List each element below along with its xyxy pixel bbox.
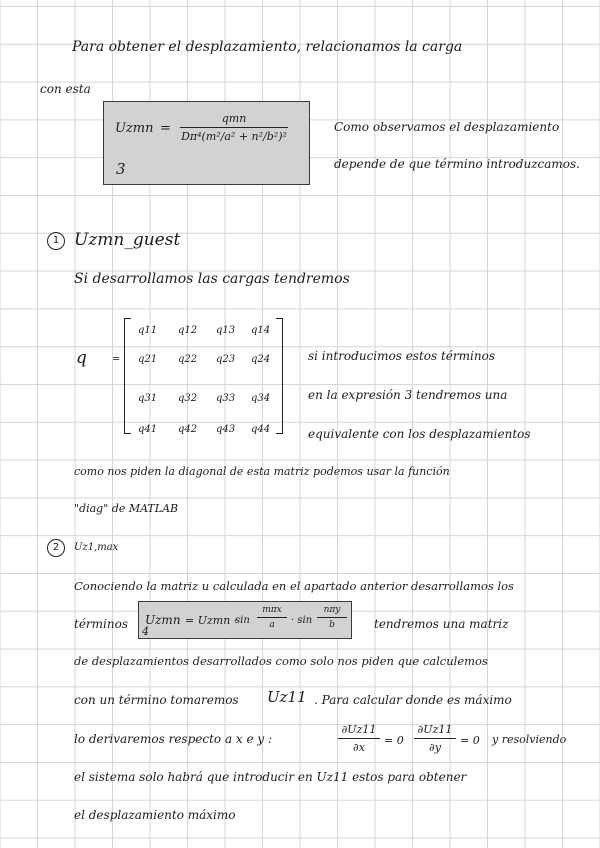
- matrix-cell: q12: [178, 325, 198, 336]
- para2-line-5-end: y resolviendo: [492, 733, 567, 746]
- matrix-cell: q44: [251, 424, 271, 435]
- para2-line-6: el sistema solo habrá que introducir en Uz11 estos para obtener: [74, 770, 467, 784]
- matrix-cell: q21: [138, 354, 158, 365]
- matrix-note-line-2: en la expresión 3 tendremos una: [308, 388, 508, 402]
- derivative-x-num: ∂Uz11: [341, 723, 377, 736]
- matrix-cell: q43: [216, 424, 236, 435]
- derivative-y-den: ∂y: [429, 741, 441, 754]
- matrix-cell: q13: [216, 325, 236, 336]
- para2-line-3: de desplazamientos desarrollados como solo nos piden que calculemos: [74, 654, 488, 668]
- derivative-x-den: ∂x: [353, 741, 365, 754]
- matrix-note-line-1: si introducimos estos términos: [308, 349, 495, 363]
- formula-4-frac2-den: b: [329, 620, 335, 630]
- formula-numerator: qmn: [221, 112, 247, 125]
- matrix-cell: q24: [251, 354, 271, 365]
- formula-4-box: [138, 601, 352, 639]
- matrix-cell: q32: [178, 393, 198, 404]
- para2-line-5-start: lo derivaremos respecto a x e y :: [74, 732, 273, 746]
- section-1-number: 1: [47, 232, 65, 250]
- para2-line-4-end: . Para calcular donde es máximo: [314, 693, 512, 707]
- para2-line-4-start: con un término tomaremos: [74, 693, 239, 707]
- matrix-cell: q11: [138, 325, 158, 336]
- formula-lhs: Uzmn: [115, 121, 154, 136]
- derivative-y: [414, 723, 456, 754]
- formula-4-frac1-den: a: [269, 620, 275, 630]
- formula-4-fraction-2: [317, 605, 347, 630]
- formula-equals: =: [160, 121, 171, 136]
- derivative-y-num: ∂Uz11: [417, 723, 453, 736]
- formula-4-frac2-num: nπy: [323, 605, 341, 615]
- side-note-line-1: Como observamos el desplazamiento: [334, 120, 560, 134]
- derivative-x-eq: = 0: [384, 734, 404, 747]
- derivative-y-eq: = 0: [460, 734, 480, 747]
- formula-4-fraction-1: [257, 605, 287, 630]
- section-1-title: Uzmn_guest: [74, 230, 181, 250]
- formula-box: [103, 101, 310, 185]
- matrix-equals: =: [112, 354, 121, 365]
- formula-4-number: 4: [142, 625, 149, 638]
- matrix-cell: q31: [138, 393, 158, 404]
- para2-line-1: Conociendo la matriz u calculada en el apartado anterior desarrollamos los: [74, 579, 514, 593]
- intro-line-2: con esta: [40, 82, 91, 96]
- matrix-cell: q34: [251, 393, 271, 404]
- formula-4-frac1-num: mπx: [262, 605, 282, 615]
- formula-denominator: Dπ⁴(m²/a² + n²/b²)²: [181, 130, 287, 143]
- diag-line-1: como nos piden la diagonal de esta matriz podemos usar la función: [74, 465, 450, 478]
- formula-4-lhs: Uzmn: [145, 613, 181, 627]
- diag-line-2: "diag" de MATLAB: [74, 502, 179, 515]
- matrix-cell: q14: [251, 325, 271, 336]
- matrix-right-bracket: [276, 318, 283, 434]
- derivative-x: [338, 723, 380, 754]
- para2-line-4-symbol: Uz11: [267, 688, 307, 706]
- intro-line-1: Para obtener el desplazamiento, relacionamos la carga: [72, 39, 463, 55]
- side-note-line-2: depende de que término introduzcamos.: [334, 157, 580, 171]
- formula-4-sin2: · sin: [291, 615, 313, 626]
- matrix-cell: q33: [216, 393, 236, 404]
- para2-line-7: el desplazamiento máximo: [74, 808, 236, 822]
- matrix-left-bracket: [124, 318, 131, 434]
- para2-line-2-end: tendremos una matriz: [374, 617, 509, 631]
- matrix-cell: q42: [178, 424, 198, 435]
- matrix-cell: q41: [138, 424, 158, 435]
- section-2-number: 2: [47, 539, 65, 557]
- section-2-title: Uz1,max: [74, 542, 119, 553]
- matrix-cell: q22: [178, 354, 198, 365]
- section-1-intro: Si desarrollamos las cargas tendremos: [74, 271, 350, 287]
- formula-4-eq: = Uzmn ·: [185, 614, 238, 627]
- matrix-cell: q23: [216, 354, 236, 365]
- matrix-lhs: q: [76, 348, 87, 368]
- formula-fraction: [180, 112, 288, 143]
- matrix-note-line-3: equivalente con los desplazamientos: [308, 427, 531, 441]
- formula-4-sin1: sin: [235, 615, 250, 626]
- formula-number: 3: [116, 160, 126, 178]
- para2-line-2-start: términos: [74, 617, 128, 631]
